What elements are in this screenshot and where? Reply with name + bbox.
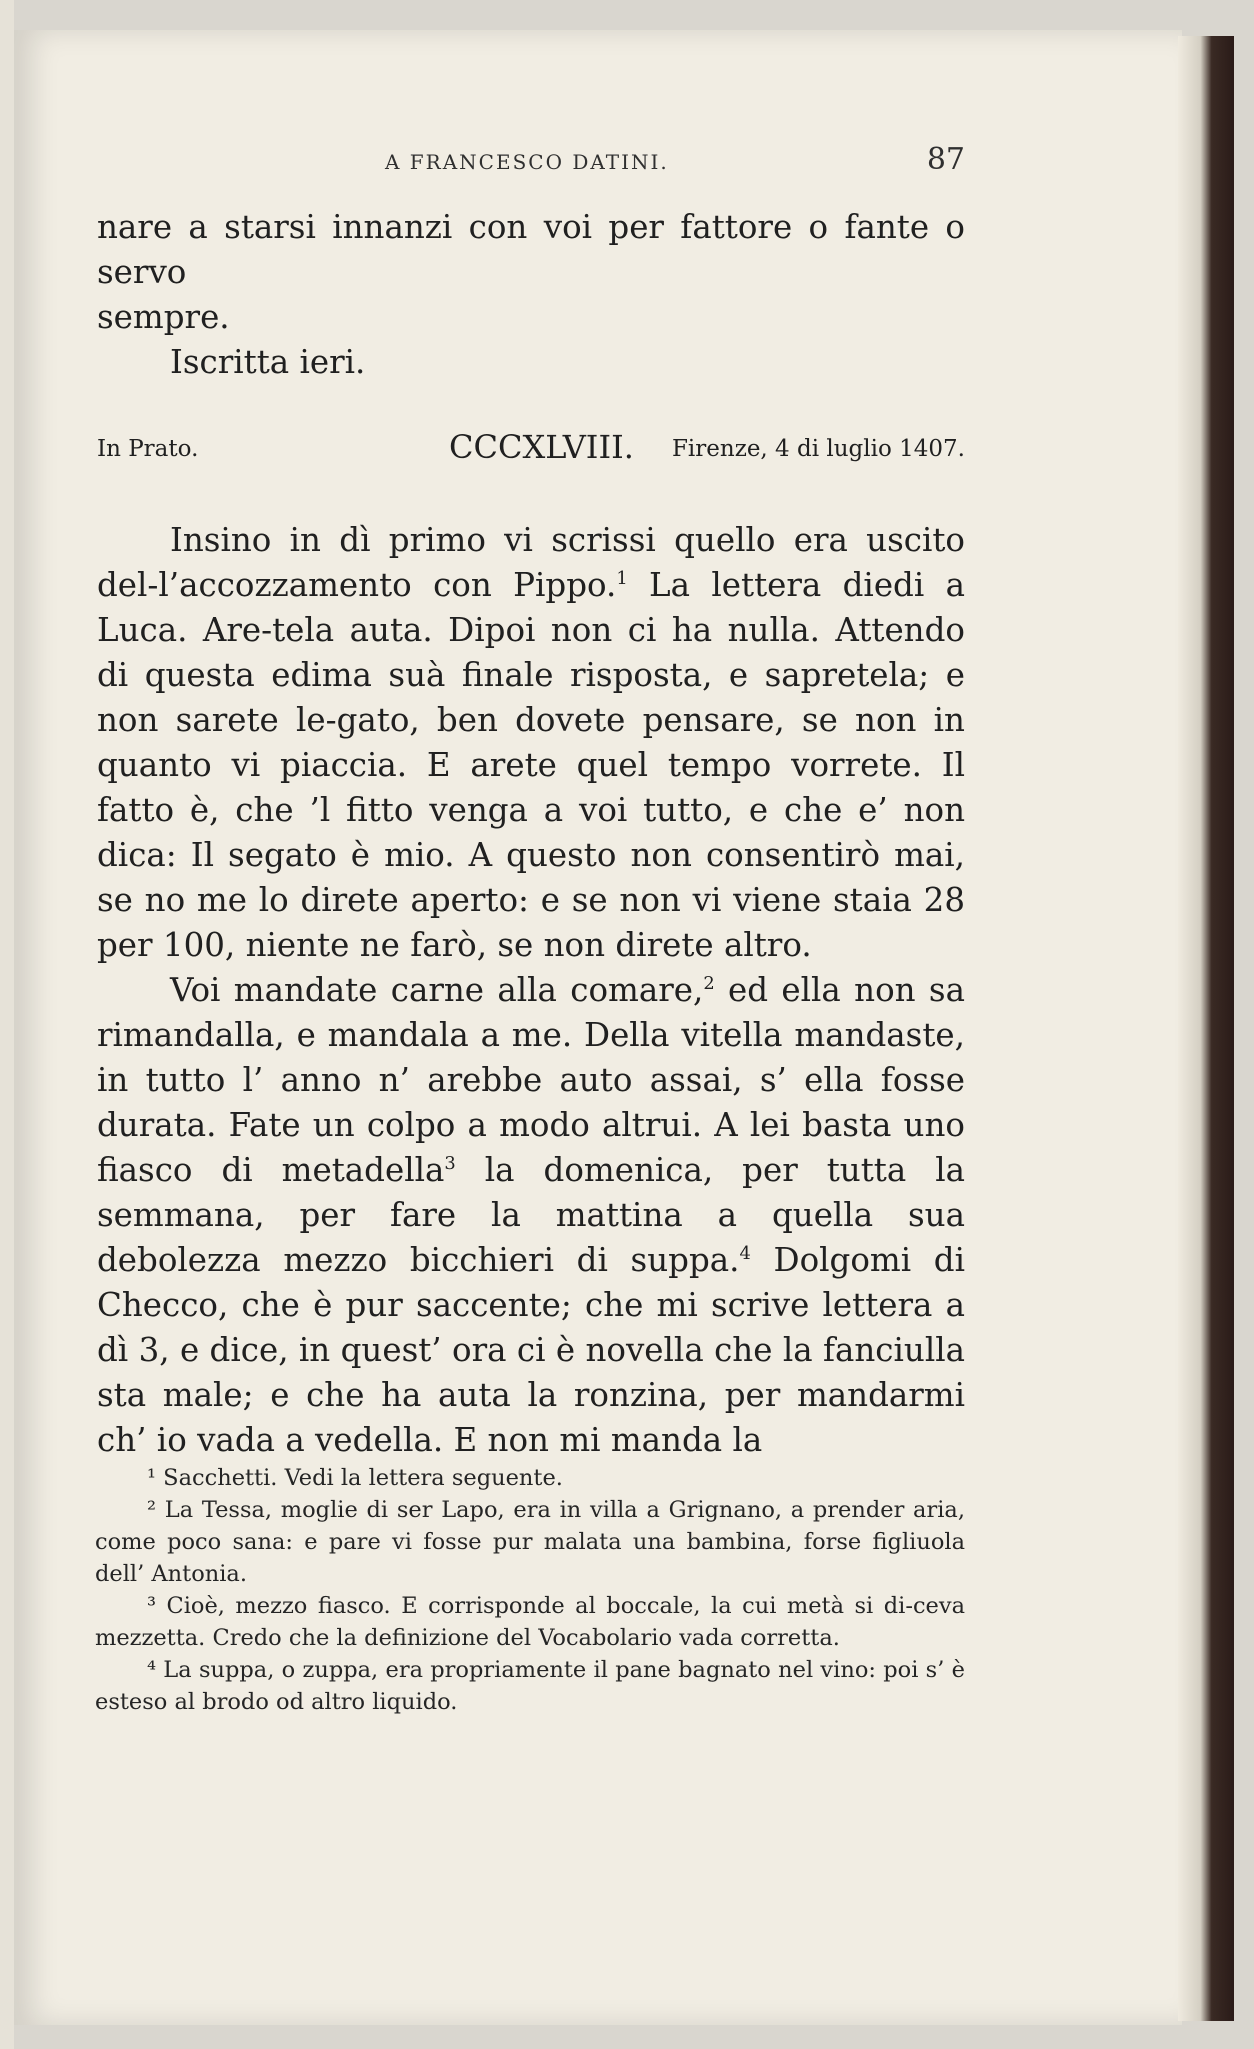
page-number: 87 xyxy=(926,142,965,177)
paragraph-text: la domenica, per tutta la semmana, per fare la mattina a quella sua debolezza mezzo bicchieri di suppa. xyxy=(97,1151,965,1279)
running-title: A FRANCESCO DATINI. xyxy=(385,150,669,174)
paragraph xyxy=(97,518,965,968)
paragraph-text: Dolgomi di Checco, che è pur saccente; che mi scrive lettera a dì 3, e dice, in quest’ ora ci è novella che la fanciulla sta male; e che ha auta la ronzina, per mandarmi ch’ io vada a vedella. E non mi manda la xyxy=(97,1241,966,1459)
text-line: nare a starsi innanzi con voi per fattore o fante o servo xyxy=(97,208,965,291)
footnote-4: ⁴ La suppa, o zuppa, era propriamente il pane bagnato nel vino: poi s’ è esteso al brodo od altro liquido. xyxy=(95,1657,965,1715)
letter-place: In Prato. xyxy=(97,436,199,462)
paragraph xyxy=(97,968,965,1463)
paragraph-text: ed ella non sa rimandalla, e mandala a me. Della vitella mandaste, in tutto l’ anno n’ arebbe auto assai, s’ ella fosse durata. Fate un colpo a modo altrui. A lei basta uno fiasco di metadella xyxy=(97,971,965,1189)
footnote-1: ¹ Sacchetti. Vedi la lettera seguente. xyxy=(147,1465,563,1491)
text-line: Iscritta ieri. xyxy=(170,343,366,381)
footnote-mark: 4 xyxy=(739,1243,751,1265)
book-cover-edge xyxy=(1178,36,1234,2021)
footnote-3: ³ Cioè, mezzo fiasco. E corrisponde al boccale, la cui metà si di-ceva mezzetta. Credo che la definizione del Vocabolario vada corretta. xyxy=(95,1593,965,1651)
letter-body xyxy=(97,518,965,1463)
paragraph-text: Insino in dì primo vi scrissi quello era uscito del-l’accozzamento con Pippo. xyxy=(97,521,965,604)
letter-number: CCCXLVIII. xyxy=(449,428,634,466)
footnote-mark: 1 xyxy=(616,568,628,590)
page-header xyxy=(385,142,965,190)
paragraph-text: La lettera diedi a Luca. Are-tela auta. Dipoi non ci ha nulla. Attendo di questa edima suà finale risposta, e sapretela; e non sarete le-gato, ben dovete pensare, se non in quanto vi piaccia. E arete quel tempo vorrete. Il fatto è, che ’l fitto venga a voi tutto, e che e’ non dica: Il segato è mio. A questo non consentirò mai, se no me lo direte aperto: e se non vi viene staia 28 per 100, niente ne farò, se non direte altro. xyxy=(97,566,965,964)
opening-lines xyxy=(97,205,965,385)
footnote-mark: 2 xyxy=(703,973,715,995)
footnote-mark: 3 xyxy=(444,1153,456,1175)
letter-heading xyxy=(97,428,965,468)
letter-date: Firenze, 4 di luglio 1407. xyxy=(671,436,965,462)
footnote-2: ² La Tessa, moglie di ser Lapo, era in villa a Grignano, a prender aria, come poco sana: e pare vi fosse pur malata una bambina, forse figliuola dell’ Antonia. xyxy=(95,1497,965,1587)
adjacent-page-edge xyxy=(0,0,14,2049)
footnotes xyxy=(95,1462,965,1718)
text-line: sempre. xyxy=(97,298,230,336)
paragraph-text: Voi mandate carne alla comare, xyxy=(170,971,704,1009)
